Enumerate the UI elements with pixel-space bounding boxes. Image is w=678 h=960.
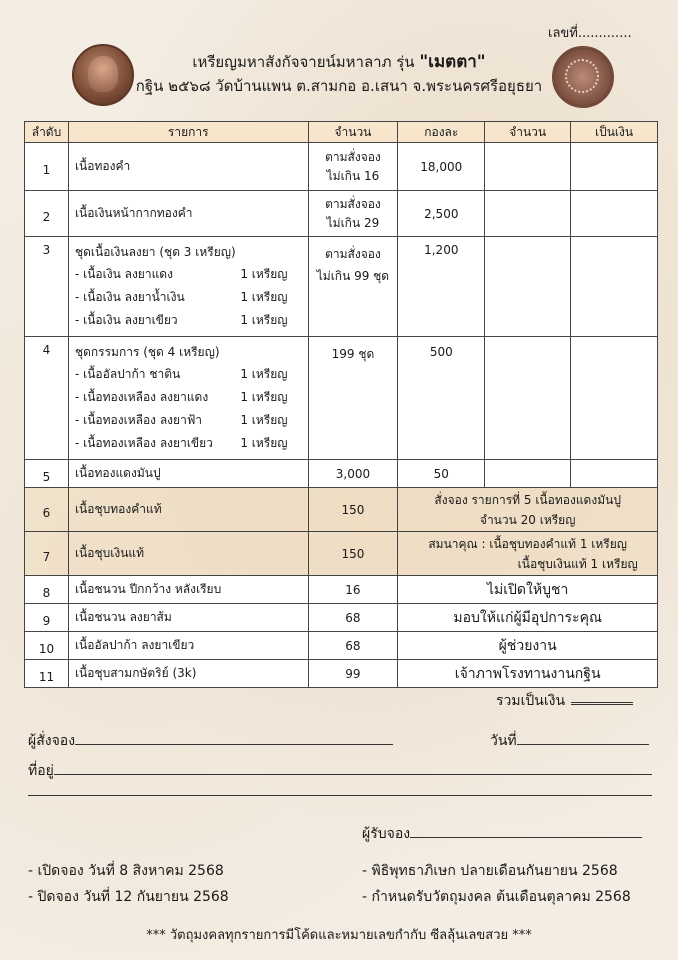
order-note: สั่งจอง รายการที่ 5 เนื้อทองแดงมันปู จำนวน 20 เหรียญ [398, 488, 658, 532]
table-cell: 7 [25, 532, 69, 576]
page-title: เหรียญมหาสังกัจจายน์มหาลาภ รุ่น "เมตตา" [192, 52, 486, 72]
table-row [25, 488, 658, 532]
quantity-field[interactable] [485, 191, 571, 237]
table-cell: เนื้อเงินหน้ากากทองคำ [68, 191, 308, 237]
table-cell: 150 [308, 532, 398, 576]
quantity-field[interactable] [485, 143, 571, 191]
orderer-field[interactable] [75, 744, 393, 745]
table-cell: ชุดเนื้อเงินลงยา (ชุด 3 เหรียญ) - เนื้อเงิน ลงยาแดง 1 เหรียญ - เนื้อเงิน ลงยาน้ำเงิน 1 เหรียญ - เนื้อเงิน ลงยาเขียว 1 เหรียญ [68, 237, 308, 337]
orderer-row: ผู้สั่งจอง [28, 730, 393, 752]
table-row [25, 237, 658, 337]
quantity-field[interactable] [485, 237, 571, 337]
table-cell: เนื้อชนวน ปีกกว้าง หลังเรียบ [68, 576, 308, 604]
order-table [24, 121, 658, 688]
table-cell: 3 [25, 237, 69, 337]
ceremony-dates: - พิธิพุทธาภิเษก ปลายเดือนกันยายน 2568 - กำหนดรับวัตถุมงคล ต้นเดือนตุลาคม 2568 [362, 863, 631, 905]
table-row [25, 532, 658, 576]
table-cell: เนื้ออัลปาก้า ลงยาเขียว [68, 632, 308, 660]
header-cell: เป็นเงิน [571, 122, 658, 143]
header-cell: จำนวน [308, 122, 398, 143]
amount-field[interactable] [571, 460, 658, 488]
table-cell: 4 [25, 337, 69, 460]
amount-field[interactable] [571, 337, 658, 460]
table-cell: 11 [25, 660, 69, 688]
header-cell: จำนวน [485, 122, 571, 143]
total-label: รวมเป็นเงิน [496, 690, 633, 712]
table-cell: 9 [25, 604, 69, 632]
header-cell: รายการ [68, 122, 308, 143]
table-cell: เนื้อทองแดงมันปู [68, 460, 308, 488]
table-cell: 99 [308, 660, 398, 688]
not-for-sale-note: เจ้าภาพโรงทานงานกฐิน [398, 660, 658, 688]
quantity-field[interactable] [485, 337, 571, 460]
table-cell: 68 [308, 604, 398, 632]
amount-field[interactable] [571, 191, 658, 237]
table-row [25, 337, 658, 460]
booking-dates: - เปิดจอง วันที่ 8 สิงหาคม 2568 - ปิดจอง วันที่ 12 กันยายน 2568 [28, 863, 229, 905]
address-field[interactable] [54, 774, 652, 775]
header-cell: ลำดับ [25, 122, 69, 143]
table-cell: เนื้อชุบสามกษัตริย์ (3k) [68, 660, 308, 688]
table-header-row [25, 122, 658, 143]
receiver-field[interactable] [410, 837, 642, 838]
table-cell: 1 [25, 143, 69, 191]
table-cell: 500 [398, 337, 485, 460]
total-field[interactable] [571, 702, 633, 705]
table-row [25, 143, 658, 191]
table-cell: 3,000 [308, 460, 398, 488]
table-cell: 199 ชุด [308, 337, 398, 460]
not-for-sale-note: ไม่เปิดให้บูชา [398, 576, 658, 604]
quantity-field[interactable] [485, 460, 571, 488]
address-row: ที่อยู่ [28, 760, 652, 782]
not-for-sale-note: ผู้ช่วยงาน [398, 632, 658, 660]
table-cell: เนื้อชุบเงินแท้ [68, 532, 308, 576]
table-cell: 8 [25, 576, 69, 604]
table-row [25, 604, 658, 632]
table-cell: 18,000 [398, 143, 485, 191]
table-row [25, 576, 658, 604]
table-cell: ตามสั่งจอง ไม่เกิน 16 [308, 143, 398, 191]
table-cell: 150 [308, 488, 398, 532]
table-cell: 6 [25, 488, 69, 532]
not-for-sale-note: มอบให้แก่ผู้มีอุปการะคุณ [398, 604, 658, 632]
table-row [25, 460, 658, 488]
receiver-row: ผู้รับจอง [362, 823, 642, 845]
table-cell: 10 [25, 632, 69, 660]
document-number: เลขที่............. [548, 26, 632, 41]
table-row [25, 632, 658, 660]
table-row [25, 660, 658, 688]
table-cell: ตามสั่งจอง ไม่เกิน 29 [308, 191, 398, 237]
amount-field[interactable] [571, 143, 658, 191]
table-row [25, 191, 658, 237]
table-cell: 50 [398, 460, 485, 488]
table-cell: 2 [25, 191, 69, 237]
footer-note: *** วัตถุมงคลทุกรายการมีโค้ดและหมายเลขกำกับ ซีลลุ้นเลขสวย *** [146, 928, 532, 943]
table-cell: ตามสั่งจอง ไม่เกิน 99 ชุด [308, 237, 398, 337]
address-field-line2[interactable] [28, 795, 652, 796]
table-cell: 16 [308, 576, 398, 604]
table-cell: ชุดกรรมการ (ชุด 4 เหรียญ) - เนื้ออัลปาก้า ชาติน 1 เหรียญ - เนื้อทองเหลือง ลงยาแดง 1 เหรียญ - เนื้อทองเหลือง ลงยาฟ้า 1 เหรียญ - เนื้อทองเหลือง ลงยาเขียว 1 เหรียญ [68, 337, 308, 460]
table-cell: เนื้อชุบทองคำแท้ [68, 488, 308, 532]
amount-field[interactable] [571, 237, 658, 337]
table-cell: เนื้อทองคำ [68, 143, 308, 191]
header-cell: กองละ [398, 122, 485, 143]
table-cell: 68 [308, 632, 398, 660]
gift-note: สมนาคุณ : เนื้อชุบทองคำแท้ 1 เหรียญ เนื้อชุบเงินแท้ 1 เหรียญ [398, 532, 658, 576]
table-cell: 1,200 [398, 237, 485, 337]
date-field[interactable] [517, 744, 649, 745]
page-subtitle: กฐิน ๒๕๖๘ วัดบ้านแพน ต.สามกอ อ.เสนา จ.พระนครศรีอยุธยา [135, 77, 543, 95]
table-cell: เนื้อชนวน ลงยาส้ม [68, 604, 308, 632]
table-cell: 5 [25, 460, 69, 488]
table-cell: 2,500 [398, 191, 485, 237]
date-row: วันที่ [490, 730, 649, 752]
